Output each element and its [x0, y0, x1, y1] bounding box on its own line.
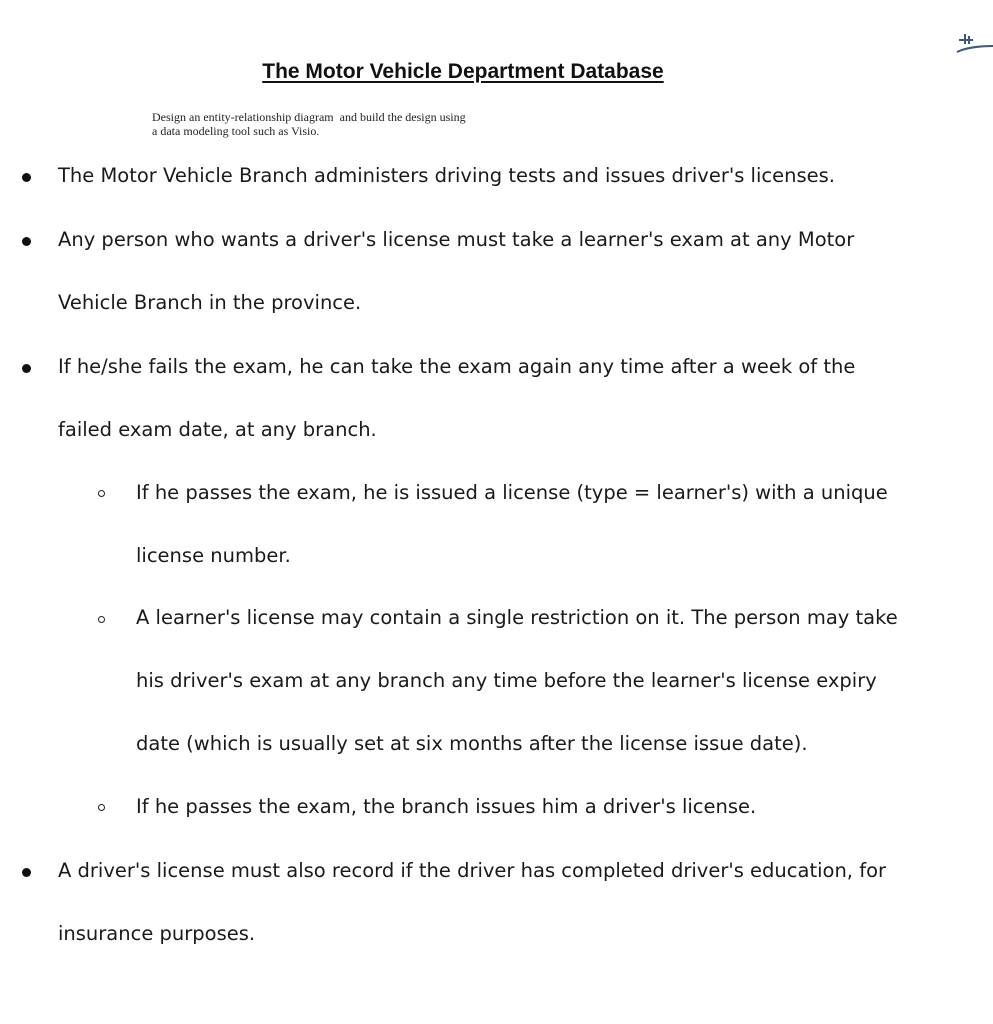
subtitle-line2: a data modeling tool such as Visio. [152, 124, 320, 138]
subitem-1-line-1: If he passes the exam, he is issued a license (type = learner's) with a unique [136, 481, 888, 504]
item-2-line-1: Any person who wants a driver's license must take a learner's exam at any Motor [58, 228, 855, 251]
bullet-icon [22, 237, 31, 246]
item-4-line-1: A driver's license must also record if the driver has completed driver's education, for [58, 859, 887, 882]
sub-bullet-icon [98, 616, 105, 623]
subtitle-line1-a: Design an entity-relationship diagram [152, 110, 334, 124]
subitem-2-line-2: his driver's exam at any branch any time before the learner's license expiry [136, 669, 877, 692]
sub-bullet-icon [98, 804, 105, 811]
bullet-icon [22, 364, 31, 373]
item-3-line-1: If he/she fails the exam, he can take the exam again any time after a week of the [58, 355, 856, 378]
document-subtitle [152, 110, 466, 138]
item-1-line-1: The Motor Vehicle Branch administers driving tests and issues driver's licenses. [58, 164, 835, 187]
item-2-line-2: Vehicle Branch in the province. [58, 291, 362, 314]
subitem-1-line-2: license number. [136, 544, 291, 567]
subtitle-line1-b: and build the design using [339, 110, 466, 124]
item-3-line-2: failed exam date, at any branch. [58, 418, 377, 441]
subitem-2-line-1: A learner's license may contain a single restriction on it. The person may take [136, 606, 898, 629]
cropped-mark-icon [955, 30, 993, 62]
document-title: The Motor Vehicle Department Database [262, 60, 664, 83]
item-4-line-2: insurance purposes. [58, 922, 256, 945]
bullet-icon [22, 868, 31, 877]
bullet-icon [22, 173, 31, 182]
subitem-3-line-1: If he passes the exam, the branch issues him a driver's license. [136, 795, 757, 818]
subitem-2-line-3: date (which is usually set at six months after the license issue date). [136, 732, 808, 755]
sub-bullet-icon [98, 490, 105, 497]
